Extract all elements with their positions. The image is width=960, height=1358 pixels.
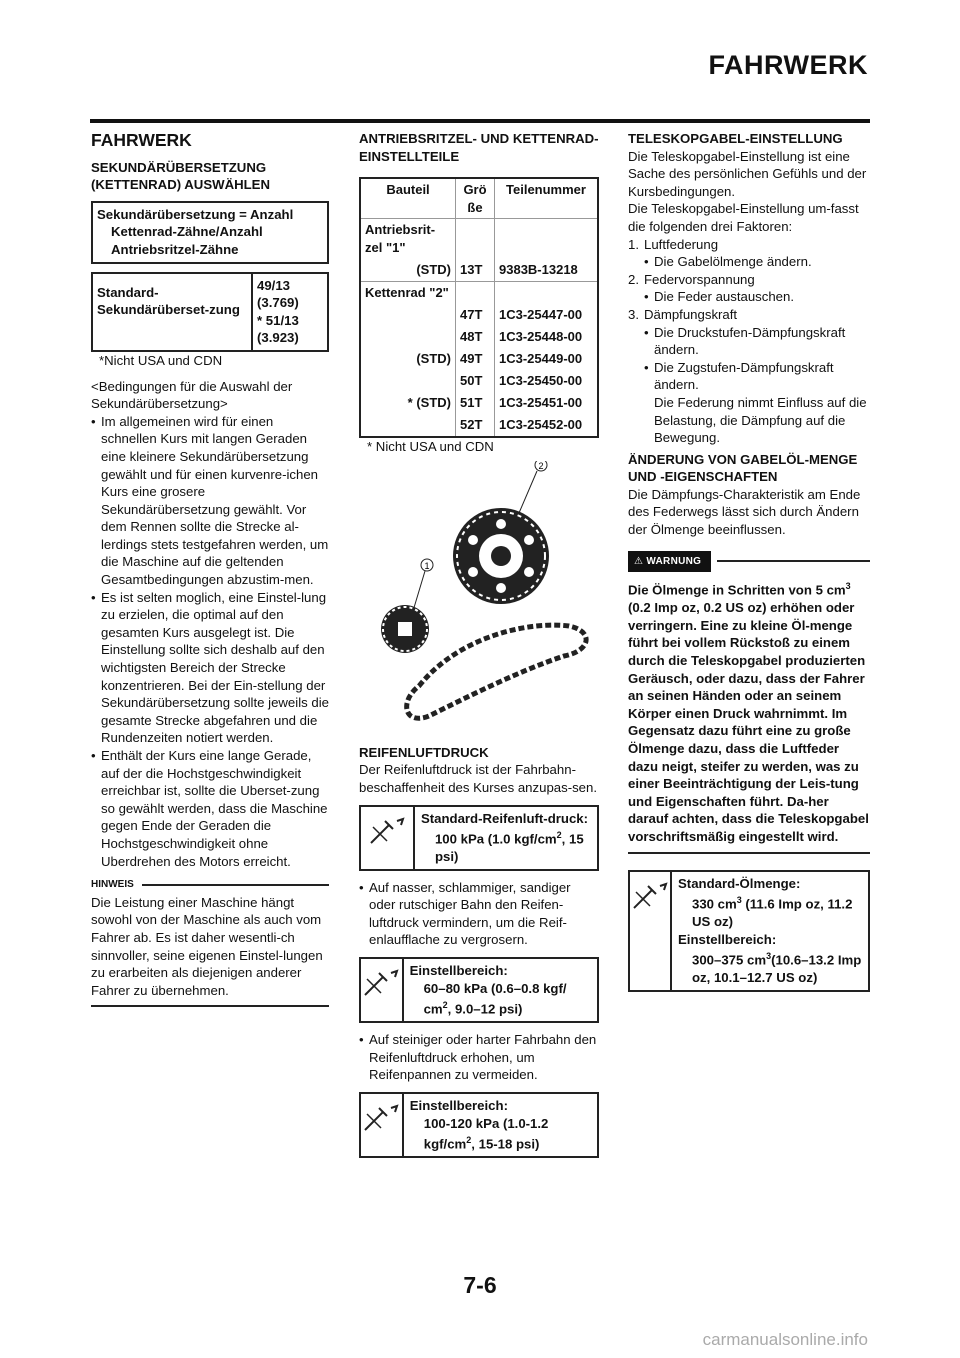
table-row — [360, 348, 598, 370]
damping-note: Die Federung nimmt Einfluss auf die Belastung, die Dämpfung auf die Bewegung. — [654, 394, 867, 446]
row-tag: (STD) — [360, 259, 456, 282]
row-size: 51T — [456, 392, 495, 414]
row-size: 47T — [456, 304, 495, 326]
ratio-value: (3.923) — [257, 330, 299, 346]
list-item — [628, 236, 870, 271]
warning-sup: 3 — [845, 581, 851, 592]
callout-label-1: 1 — [424, 561, 430, 572]
item-label: Luftfederung — [644, 236, 719, 252]
spec-value — [678, 892, 862, 931]
list-item — [628, 306, 870, 447]
sub-item: • Die Druckstufen-Dämpfungskraft ändern. — [644, 324, 870, 359]
spec-value — [410, 1115, 591, 1154]
row-tag — [360, 326, 456, 348]
item-number: 3. — [628, 306, 639, 322]
spec-value — [410, 980, 591, 1019]
spec-sup: 3 — [736, 895, 742, 906]
sprocket-chain-illustration — [359, 461, 599, 731]
table-row — [360, 370, 598, 392]
callout-label-2: 2 — [538, 461, 544, 472]
spec-value-part: (11.6 Imp oz, 11.2 US oz) — [692, 896, 853, 930]
spec-sup: 3 — [766, 951, 772, 962]
sub-item: • Die Feder austauschen. — [644, 288, 870, 306]
parts-table — [359, 177, 599, 437]
rear-sprocket-shape — [453, 508, 549, 604]
spec-box-oil — [628, 870, 870, 992]
spec-label: Standard-Reifenluft-druck: — [420, 810, 588, 826]
chain-shape — [407, 625, 586, 718]
standard-ratio-values — [253, 274, 303, 350]
spec-text — [404, 1094, 597, 1156]
conditions-list — [91, 413, 329, 870]
row-tag — [360, 304, 456, 326]
list-item: • Auf steiniger oder harter Fahrbahn den Reifenluftdruck erhohen, um Reifenpannen zu vermeiden. — [359, 1031, 599, 1084]
spec-value-part: 300–375 cm — [692, 952, 767, 968]
table-row — [360, 304, 598, 326]
row-tag — [360, 370, 456, 392]
ratio-value: (3.769) — [257, 295, 299, 311]
warning-text — [628, 578, 870, 845]
wrench-icon — [361, 807, 415, 869]
spec-text — [404, 959, 597, 1021]
ratio-value: * 51/13 — [257, 312, 299, 328]
column-3 — [628, 130, 870, 992]
spec-value-part: , 15-18 psi) — [471, 1136, 540, 1152]
spec-box-tire-hard — [359, 1092, 599, 1158]
hinweis-text: Die Leistung einer Maschine hängt sowohl von der Maschine als auch vom Fahrer ab. Es ist daher wesentli-ch sinnvoller, seine eigenen Einstel-lungen zu erarbeiten als diejenigen anderer Fahrer zu übernehmen. — [91, 894, 323, 998]
row-tag — [360, 414, 456, 437]
spec-value-part: , 15 psi) — [434, 831, 584, 865]
spec-text — [672, 872, 868, 990]
group-label: Antriebsrit-zel "1" — [360, 219, 456, 259]
spec-box-tire-standard — [359, 805, 599, 871]
spec-sup: 2 — [556, 830, 562, 841]
table-row — [360, 219, 598, 259]
warning-text-part: Die Ölmenge in Schritten von 5 cm — [628, 582, 846, 598]
row-part-number: 1C3-25450-00 — [499, 372, 583, 388]
item-label: Dämpfungskraft — [644, 306, 738, 322]
wrench-icon — [361, 959, 404, 1021]
row-part-number: 1C3-25447-00 — [499, 306, 583, 322]
spec-sup: 2 — [442, 1000, 448, 1011]
row-size: 48T — [456, 326, 495, 348]
spec-value-part: 60–80 kPa (0.6–0.8 kgf/ cm — [423, 980, 567, 1017]
spec-value — [678, 948, 862, 987]
empty-cell — [495, 281, 599, 304]
spec-text — [415, 807, 597, 869]
row-part-number: 9383B-13218 — [499, 261, 578, 277]
table-row — [360, 326, 598, 348]
spec-value-part: 330 cm — [692, 896, 737, 912]
header-rule — [90, 119, 870, 123]
wrench-icon — [630, 872, 672, 990]
row-part-number: 1C3-25449-00 — [499, 350, 583, 366]
warning-heading — [628, 551, 870, 573]
spec-box-tire-wet — [359, 957, 599, 1023]
table-row — [360, 259, 598, 282]
drive-sprocket-shape — [381, 605, 429, 653]
row-size: 50T — [456, 370, 495, 392]
fork-intro-1: Die Teleskopgabel-Einstellung ist eine Sache des persönlichen Gefühls und der Kursbedingungen. — [628, 148, 867, 199]
item-label: Federvorspannung — [644, 271, 755, 287]
row-tag: (STD) — [360, 348, 456, 370]
list-item: • Im allgemeinen wird für einen schnellen Kurs mit langen Geraden eine kleinere Sekundärübersetzung gewählt und für einen kurvenre-ichen Kurs eine grosere Sekundärübersetzung gewählt. Vor dem Rennen sollte die Strecke al-lerdings stets testgefahren werden, um die Maschine auf die geltenden Gesamtbedingungen abzustim-men. — [91, 413, 329, 589]
spec-label: Einstellbereich: — [678, 931, 777, 947]
sub-item: • Die Zugstufen-Dämpfungskraft ändern. — [644, 359, 870, 394]
ratio-note: *Nicht USA und CDN — [99, 352, 223, 368]
hinweis-rule — [142, 884, 329, 886]
list-item — [628, 271, 870, 306]
fork-title: TELESKOPGABEL-EINSTELLUNG — [628, 131, 843, 146]
section-title: FAHRWERK — [91, 130, 192, 150]
tire-list-wet — [359, 879, 599, 949]
item-number: 1. — [628, 236, 639, 252]
spec-value-part: , 9.0–12 psi) — [447, 1001, 523, 1017]
row-size: 49T — [456, 348, 495, 370]
spec-value-part: 100-120 kPa (1.0-1.2 kgf/cm — [423, 1115, 549, 1152]
column-header: Teilenummer — [495, 178, 599, 219]
warning-bottom-rule — [628, 852, 870, 854]
standard-ratio-box — [91, 272, 329, 352]
empty-cell — [456, 281, 495, 304]
empty-cell — [495, 219, 599, 259]
conditions-intro: <Bedingungen für die Auswahl der Sekundärübersetzung> — [91, 378, 293, 412]
row-size: 13T — [456, 259, 495, 282]
fork-intro-2: Die Teleskopgabel-Einstellung um-fasst die folgenden drei Faktoren: — [628, 201, 859, 234]
page-number: 7-6 — [463, 1272, 497, 1298]
callout-line-2 — [519, 471, 537, 513]
formula-box — [91, 201, 329, 264]
spec-sup: 2 — [466, 1135, 472, 1146]
warning-icon: ⚠ — [634, 555, 647, 567]
tire-intro: Der Reifenluftdruck ist der Fahrbahn-beschaffenheit des Kurses anzupas-sen. — [359, 762, 598, 795]
row-size: 52T — [456, 414, 495, 437]
table-header-row — [360, 178, 598, 219]
spec-label: Standard-Ölmenge: — [678, 875, 801, 891]
wrench-icon — [361, 1094, 404, 1156]
row-part-number: 1C3-25451-00 — [499, 394, 583, 410]
warning-rule — [717, 560, 870, 562]
parts-title: ANTRIEBSRITZEL- UND KETTENRAD-EINSTELLTEILE — [359, 131, 599, 164]
row-part-number: 1C3-25448-00 — [499, 328, 583, 344]
column-header: Bauteil — [360, 178, 456, 219]
row-tag: * (STD) — [360, 392, 456, 414]
callout-line-1 — [413, 571, 425, 611]
table-row — [360, 414, 598, 437]
subsection-title: SEKUNDÄRÜBERSETZUNG (KETTENRAD) AUSWÄHLEN — [91, 159, 270, 193]
spec-value — [421, 827, 591, 866]
tire-title: REIFENLUFTDRUCK — [359, 744, 489, 760]
oil-title: ÄNDERUNG VON GABELÖL-MENGE UND -EIGENSCHAFTEN — [628, 451, 858, 485]
spec-value-part: (10.6–13.2 Imp oz, 10.1–12.7 US oz) — [692, 952, 862, 986]
list-item: • Es ist selten moglich, eine Einstel-lung zu erzielen, die optimal auf den gesamten Kurs ausgelegt ist. Die Einstellung sollte sich deshalb auf den wichtigsten Bereich der Strecke konzentrieren. Bei der Ein-stellung der Sekundärübersetzung sollte jeweils die gesamte Strecke abgefahren und die Rundenzeiten notiert werden. — [91, 589, 329, 747]
formula-line-2: Kettenrad-Zähne/Anzahl — [111, 224, 263, 240]
spec-value-part: 100 kPa (1.0 kgf/cm — [434, 831, 557, 847]
warning-badge — [628, 551, 711, 573]
ratio-value: 49/13 — [257, 277, 291, 293]
list-item: • Auf nasser, schlammiger, sandiger oder rutschiger Bahn den Reifen-luftdruck vermindern, um die Reif-enlaufflache zu vergrosern. — [359, 879, 599, 949]
fork-factors-list — [628, 236, 870, 447]
list-item: • Enthält der Kurs eine lange Gerade, auf der die Hochstgeschwindigkeit erreichbar ist, sollte die Uberset-zung so gewählt werden, dass die Maschine gegen Ende der Geraden die Hochstgeschwindigkeit ohne Uberdrehen des Motors erreicht. — [91, 747, 329, 870]
column-header: Grö ße — [456, 178, 495, 219]
empty-cell — [456, 219, 495, 259]
footer-watermark: carmanualsonline.info — [702, 1330, 868, 1349]
page-header-title: FAHRWERK — [708, 50, 868, 80]
table-row — [360, 392, 598, 414]
table-note: * Nicht USA und CDN — [367, 438, 494, 454]
formula-line-3: Antriebsritzel-Zähne — [111, 241, 239, 257]
warning-text-part: (0.2 Imp oz, 0.2 US oz) erhöhen oder verringern. Eine zu kleine Öl-menge führt bei vollem Rückstoß zu einem durch die Teleskopgabel produzierten Geräusch, oder dazu, dass der Fahrer an seinen Händen oder an seinem Körper einen Druck wahrnimmt. Im Gegensatz dazu führt eine zu große Ölmenge dazu, dass die Luftfeder dazu neigt, steifer zu werden, was zu einer Beeinträchtigung der Leis-tung und Eigenschaften führt. Da-her darauf achten, dass die Teleskopgabel vorschriftsmäßig eingestellt wird. — [628, 600, 869, 844]
sub-item: • Die Gabelölmenge ändern. — [644, 253, 870, 271]
hinweis-heading — [91, 876, 329, 894]
spec-label: Einstellbereich: — [409, 1098, 508, 1114]
column-2 — [359, 130, 599, 1158]
tire-list-hard — [359, 1031, 599, 1084]
warning-label: WARNUNG — [646, 555, 702, 567]
spec-label: Einstellbereich: — [409, 963, 508, 979]
item-number: 2. — [628, 271, 639, 287]
hinweis-label: HINWEIS — [91, 879, 134, 891]
hinweis-bottom-rule — [91, 1005, 329, 1007]
formula-line-1: Sekundärübersetzung = Anzahl — [97, 206, 294, 222]
standard-ratio-label: Standard-Sekundärüberset-zung — [93, 274, 253, 350]
row-part-number: 1C3-25452-00 — [499, 416, 583, 432]
table-row — [360, 281, 598, 304]
column-1 — [91, 130, 329, 1007]
group-label: Kettenrad "2" — [360, 281, 456, 304]
oil-intro: Die Dämpfungs-Charakteristik am Ende des Federwegs lässt sich durch Ändern der Ölmenge beeinflussen. — [628, 486, 861, 538]
